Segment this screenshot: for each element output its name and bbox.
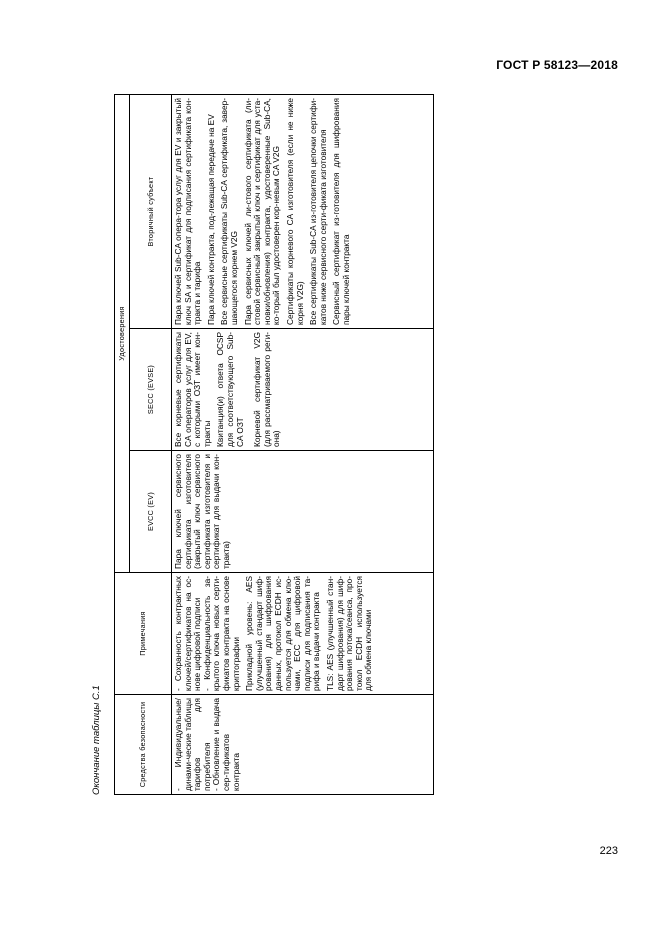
cell-paragraph: - Обновление и выдача сер-тификатов контракта <box>211 698 241 791</box>
cell-paragraph: Пара ключей Sub-CA опера-тора услуг для EV и закрытый ключ SA и сертификат для подписания сертификата кон-тракта и тарифа <box>173 98 203 325</box>
cell-paragraph: Все корневые сертификаты CA операторов услуг для EV, с которыми ОЗТ имеет кон-тракты <box>173 332 212 447</box>
cell-paragraph: - Конфиденциальность за-крытого ключа новых серти-фикатов контракта на основе криптографии <box>201 576 241 691</box>
header-certification: Удостоверения <box>115 95 130 573</box>
cell-paragraph: Квитанция(и) ответа OCSP для соответствующего Sub-CA ОЗТ <box>215 332 245 447</box>
cell-evcc <box>172 451 434 573</box>
cell-notes <box>172 573 434 695</box>
cell-security-means <box>172 695 434 795</box>
cell-paragraph: - Индивидуальные/динами-ческие таблицы тарифов для потребителя <box>173 698 212 791</box>
cell-paragraph: Пара ключей контракта, под-лежащая передаче на EV <box>205 114 216 325</box>
cell-paragraph: TLS: AES (улучшенный стан-дарт шифрования) для шиф-рования потока/сеанса, про-токол ECDH используется для обмена ключами <box>324 576 374 691</box>
cell-paragraph: Прикладной уровень: AES (улучшенный стандарт шиф-рования) для шифрования данных, протокол ECDH ис-пользуется для обмена клю-чами, ECC для цифровой подписи для подписания та-рифа и выдачи контракта <box>244 576 322 691</box>
cell-paragraph: Все сервисные сертификаты Sub-CA сертификата, завер-шающегося корнем V2G <box>219 98 239 325</box>
header-evcc: EVCC (EV) <box>130 451 172 573</box>
security-table <box>114 94 434 795</box>
header-secc: SECC (EVSE) <box>130 329 172 451</box>
cell-secc <box>172 329 434 451</box>
header-notes: Примечания <box>115 573 172 695</box>
document-code: ГОСТ Р 58123—2018 <box>496 58 618 72</box>
table-caption-text: Окончание таблицы С.1 <box>91 685 102 795</box>
page-number: 223 <box>599 845 618 857</box>
rotated-table-area <box>90 95 460 795</box>
table-row <box>172 95 434 795</box>
cell-paragraph: Пара ключей сервисного сертификата изготовителя (закрытый ключ сервисного сертификата изготовителя и сертификат для выдачи кон-тракта) <box>173 454 231 569</box>
table-caption <box>90 95 104 795</box>
header-security-means: Средства безопасности <box>115 695 172 795</box>
cell-paragraph: - Сохранность контрактных ключей/сертификатов на ос-нове цифровой подписи <box>173 576 203 691</box>
cell-paragraph: Сервисный сертификат из-готовителя для шифрования пары ключей контракта <box>331 98 351 325</box>
cell-paragraph: Пара сервисных ключей ли-стового сертификата (ли-стовой сервисный закрытый ключ и сертификат для уста-новки/обновления) контракта, удостоверенные Sub-CA, ко-торый был удостоверен кор-невым CA V2G <box>242 98 282 325</box>
cell-paragraph: Сертификаты корневого CA изготовителя (если не ниже корня V2G) <box>284 98 305 325</box>
cell-paragraph: Корневой сертификат V2G (для рассматриваемого реги-она) <box>252 332 282 447</box>
cell-secondary-subject <box>172 95 434 329</box>
cell-paragraph: Все сертификаты Sub-CA из-готовителя цепочки сертифи-катов ниже сервисного серти-фиката изготовителя <box>308 98 328 325</box>
header-secondary-subject: Вторичный субъект <box>130 95 172 329</box>
